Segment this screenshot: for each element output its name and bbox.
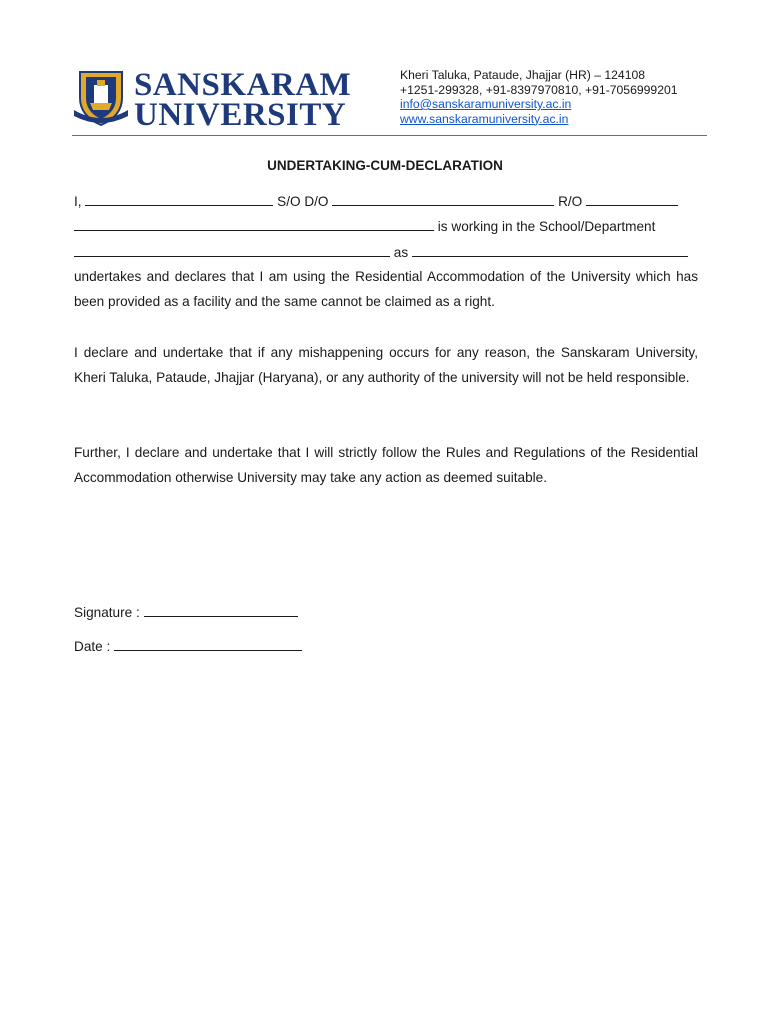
crest-icon <box>72 68 130 128</box>
brand-name-line2: UNIVERSITY <box>134 97 347 133</box>
address-text: Kheri Taluka, Pataude, Jhajjar (HR) – 124108 <box>400 68 646 82</box>
document-title: UNDERTAKING-CUM-DECLARATION <box>267 158 503 173</box>
email-link[interactable]: info@sanskaramuniversity.ac.in <box>400 97 572 111</box>
paragraph-1: undertakes and declares that I am using the Residential Accommodation of the University which has been provided as a facility and the same cannot be claimed as a right. <box>74 269 698 309</box>
signature-blank[interactable] <box>144 604 298 617</box>
date-blank[interactable] <box>114 638 302 651</box>
sodo-label: S/O D/O <box>277 194 329 209</box>
paragraph-3: Further, I declare and undertake that I will strictly follow the Rules and Regulations of the Residential Accommodation otherwise University may take any action as deemed suitable. <box>74 445 698 485</box>
phone-numbers: +1251-299328, +91-8397970810, +91-7056999201 <box>400 82 678 97</box>
fill-line-3 <box>74 244 698 260</box>
paragraph-2: I declare and undertake that if any mishappening occurs for any reason, the Sanskaram University, Kheri Taluka, Pataude, Jhajjar (Haryana), or any authority of the university will not be held responsible. <box>74 345 698 385</box>
contact-block <box>400 68 678 126</box>
role-blank[interactable] <box>412 244 688 257</box>
website-link[interactable]: www.sanskaramuniversity.ac.in <box>400 111 569 126</box>
parent-name-blank[interactable] <box>332 193 554 206</box>
university-logo <box>72 67 377 133</box>
residence-blank[interactable] <box>586 193 678 206</box>
brand-name-line1: SANSKARAM <box>134 67 352 103</box>
as-label: as <box>393 245 409 260</box>
name-blank[interactable] <box>85 193 273 206</box>
signature-row <box>74 604 298 620</box>
fill-line-1 <box>74 193 698 209</box>
header-divider <box>72 135 707 136</box>
designation-blank[interactable] <box>74 218 434 231</box>
ro-label: R/O <box>558 194 583 209</box>
fill-line-2 <box>74 218 698 234</box>
working-label: is working in the School/Department <box>437 219 656 234</box>
signature-label: Signature : <box>74 605 140 620</box>
date-row <box>74 638 302 654</box>
department-blank[interactable] <box>74 244 390 257</box>
date-label: Date : <box>74 639 111 654</box>
prefix-label: I, <box>74 194 82 209</box>
